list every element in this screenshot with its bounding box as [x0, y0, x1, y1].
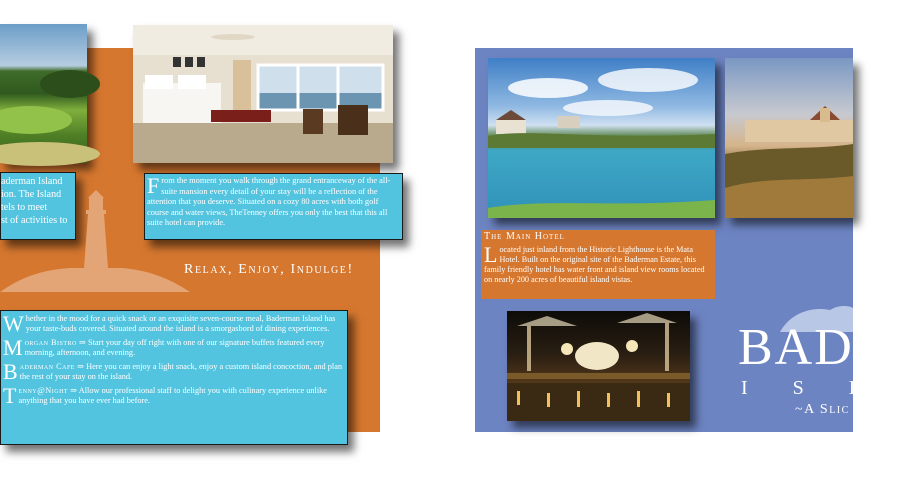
main-hotel-text: ocated just inland from the Historic Lighthouse is the Mata Hotel. Built on the original site of the Baderman Estate, this family friendly hotel has water front and island view rooms located on nearly 200 acres of beautiful island vistas. [484, 245, 705, 284]
waterfront-photo-art [488, 58, 715, 218]
room-caption-dropcap: F [147, 173, 160, 198]
hotel-room-photo [133, 25, 393, 163]
brand-subtitle: I S L [741, 377, 881, 399]
dining-item-2-dropcap: B [3, 359, 18, 384]
dining-item-1-text: Start your day off right with one of our signature buffets featured every morning, afternoon, and evening. [24, 338, 325, 357]
dining-text-box [0, 310, 348, 445]
brand-title: BADER [738, 319, 924, 376]
dining-item-1-dropcap: M [3, 335, 23, 360]
dining-item-3-text: Allow our professional staff to delight you with culinary experience unlike anything that you have ever had before. [18, 386, 327, 405]
golf-photo-art [0, 24, 87, 163]
intro-line-4: st of activities to [1, 215, 68, 226]
lighthouse-silhouette [0, 188, 190, 298]
dining-item-3-separator: ⇒ [70, 386, 79, 395]
evening-dining-art [507, 311, 690, 421]
hotel-room-art [133, 25, 393, 163]
dining-item-1-separator: ⇒ [78, 338, 88, 347]
dining-item-3-dropcap: T [3, 383, 17, 408]
dining-item-morgan-bistro [3, 335, 344, 360]
resort-photo-art [725, 58, 853, 218]
brand-slogan: ~A Slic [795, 402, 850, 417]
dining-item-2-name: aderman Cafe [19, 362, 75, 371]
evening-dining-photo [507, 311, 690, 421]
resort-hotel-photo [725, 58, 853, 218]
main-hotel-text-box [481, 230, 715, 299]
dining-intro-dropcap: W [3, 311, 24, 336]
tagline: Relax, Enjoy, Indulge! [184, 262, 354, 277]
dining-item-baderman-cafe [3, 359, 344, 384]
intro-line-1: aderman Island [1, 176, 63, 187]
waterfront-photo [488, 58, 715, 218]
dining-intro [3, 311, 344, 336]
dining-item-2-separator: ⇒ [77, 362, 87, 371]
main-hotel-heading: The Main Hotel [484, 231, 565, 242]
intro-line-2: ion. The Island [1, 189, 62, 200]
dining-intro-text: hether in the mood for a quick snack or an exquisite seven-course meal, Baderman Island has your taste-buds covered. Situated around the island is a smorgasbord of dining experiences. [25, 314, 336, 333]
dining-item-tenny-night [3, 383, 344, 408]
intro-line-3: tels to meet [1, 202, 48, 213]
dining-item-1-name: organ Bistro [24, 338, 77, 347]
main-hotel-dropcap: L [484, 242, 498, 267]
dining-item-2-text: Here you can enjoy a light snack, enjoy a custom island concoction, and plan the rest of your stay on the island. [19, 362, 343, 381]
room-caption-text: rom the moment you walk through the grand entranceway of the all-suite mansion every detail of your stay will be a reflection of the attention that you deserve. Situated on a cozy 80 acres with both golf course and water views, TheTenney offers you only the best that this all suite hotel can provide. [147, 176, 391, 228]
golf-course-photo [0, 24, 87, 163]
dining-item-3-name: enny@Night [18, 386, 69, 395]
